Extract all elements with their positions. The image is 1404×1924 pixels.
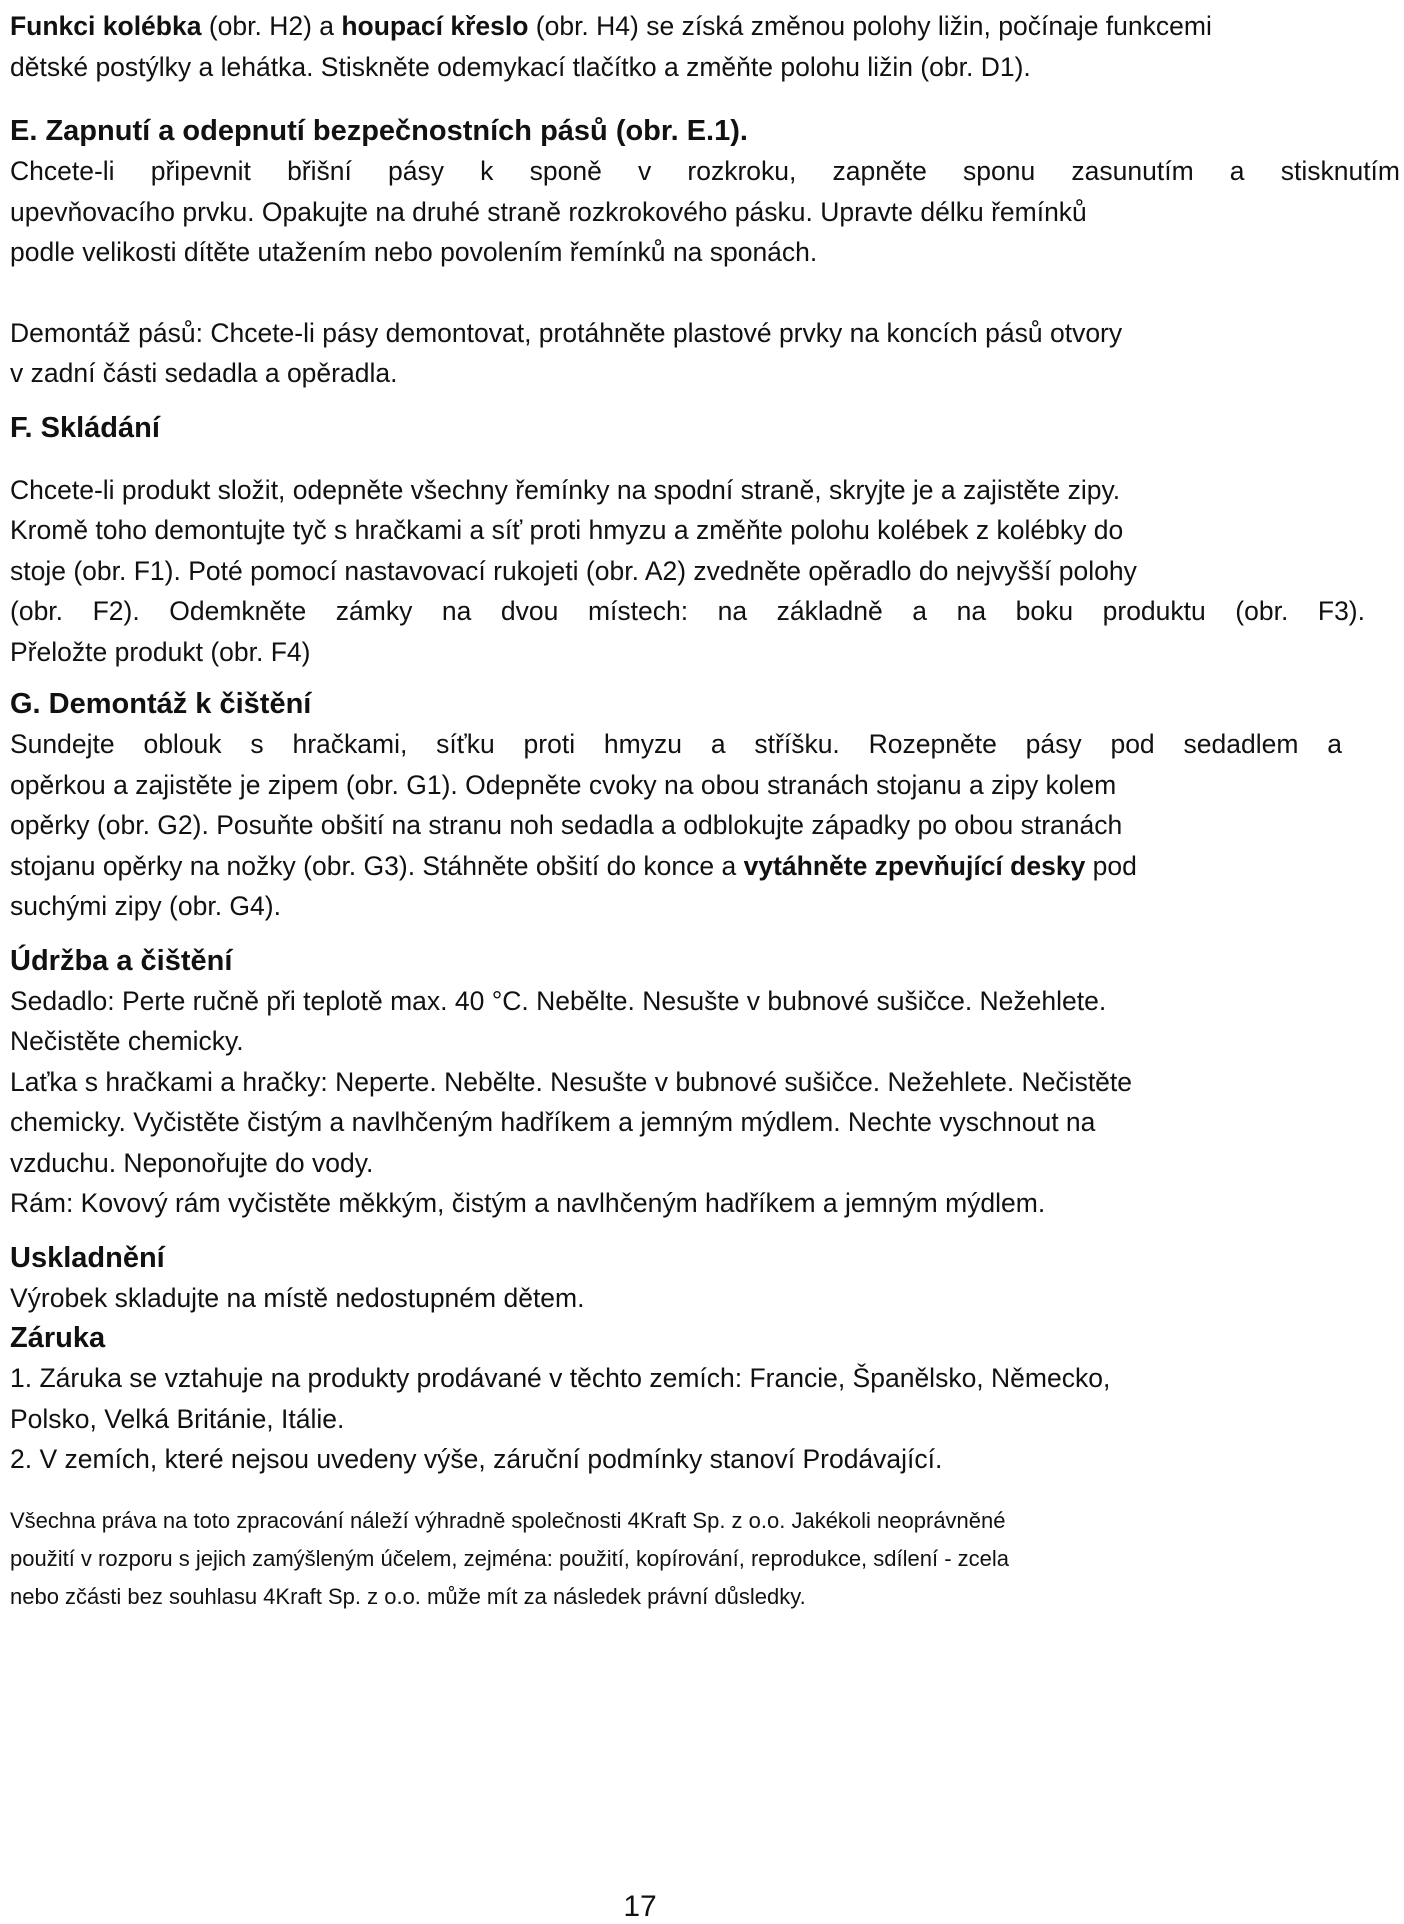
section-e-line-3: podle velikosti dítěte utažením nebo povolením řemínků na sponách. bbox=[10, 237, 818, 267]
maintenance-heading: Údržba a čištění bbox=[10, 944, 233, 977]
belt-removal-paragraph bbox=[10, 313, 1400, 394]
warranty-paragraph bbox=[10, 1358, 1400, 1480]
section-e-heading: E. Zapnutí a odepnutí bezpečnostních pásů (obr. E.1). bbox=[10, 115, 748, 147]
section-g-line-4-end: pod bbox=[1085, 850, 1137, 881]
maintenance-line-2: Nečistěte chemicky. bbox=[10, 1026, 244, 1056]
rights-notice bbox=[10, 1502, 1400, 1616]
maintenance-line-1: Sedadlo: Perte ručně při teplotě max. 40 °C. Nebělte. Nesušte v bubnové sušičce. Nežehlete. bbox=[10, 985, 1107, 1016]
maintenance-line-3: Laťka s hračkami a hračky: Neperte. Nebělte. Nesušte v bubnové sušičce. Nežehlete. Nečistěte bbox=[10, 1066, 1133, 1097]
section-g-paragraph bbox=[10, 724, 1342, 927]
warranty-line-1: 1. Záruka se vztahuje na produkty prodávané v těchto zemích: Francie, Španělsko, Německo, bbox=[10, 1363, 1111, 1393]
intro-bold-cradle: Funkci kolébka bbox=[10, 11, 202, 41]
section-g-line-2: opěrkou a zajistěte je zipem (obr. G1). Odepněte cvoky na obou stranách stojanu a zipy kolem bbox=[10, 769, 1117, 800]
section-g-heading: G. Demontáž k čištění bbox=[10, 688, 312, 720]
section-f-line-2: Kromě toho demontujte tyč s hračkami a síť proti hmyzu a změňte polohu kolébek z kolébky do bbox=[10, 515, 1124, 545]
section-e-line-2: upevňovacího prvku. Opakujte na druhé straně rozkrokového pásku. Upravte délku řemínků bbox=[10, 196, 1087, 227]
section-f-line-3: stoje (obr. F1). Poté pomocí nastavovací rukojeti (obr. A2) zvedněte opěradlo do nejvyšší polohy bbox=[10, 555, 1137, 586]
section-f-line-5: Přeložte produkt (obr. F4) bbox=[10, 636, 311, 667]
section-f-paragraph bbox=[10, 470, 1365, 673]
rights-line-3: nebo zčásti bez souhlasu 4Kraft Sp. z o.o. může mít za následek právní důsledky. bbox=[10, 1583, 806, 1609]
page-number: 17 bbox=[623, 1890, 657, 1923]
warranty-line-2: Polsko, Velká Británie, Itálie. bbox=[10, 1403, 345, 1434]
section-e-paragraph bbox=[10, 151, 1400, 273]
section-g-line-4-text: stojanu opěrky na nožky (obr. G3). Stáhněte obšití do konce a bbox=[10, 850, 744, 881]
intro-text-2: (obr. H4) se získá změnou polohy ližin, počínaje funkcemi dětské postýlky a lehátka. Stiskněte odemykací tlačítko a změňte polohu ližin (obr. D1). bbox=[10, 11, 1212, 82]
maintenance-line-6: Rám: Kovový rám vyčistěte měkkým, čistým a navlhčeným hadříkem a jemným mýdlem. bbox=[10, 1188, 1046, 1218]
section-g-bold-boards: vytáhněte zpevňující desky bbox=[743, 850, 1086, 881]
section-g-line-4 bbox=[10, 846, 1342, 887]
belt-removal-line-2: v zadní části sedadla a opěradla. bbox=[10, 358, 398, 388]
maintenance-line-4: chemicky. Vyčistěte čistým a navlhčeným hadříkem a jemným mýdlem. Nechte vyschnout na bbox=[10, 1107, 1096, 1137]
intro-paragraph bbox=[10, 6, 1270, 87]
rights-line-2: použití v rozporu s jejich zamýšleným účelem, zejména: použití, kopírování, reprodukce, sdílení - zcela bbox=[10, 1545, 1010, 1571]
storage-paragraph: Výrobek skladujte na místě nedostupném dětem. bbox=[10, 1282, 585, 1313]
storage-heading: Uskladnění bbox=[10, 1241, 165, 1274]
rights-line-1: Všechna práva na toto zpracování náleží výhradně společnosti 4Kraft Sp. z o.o. Jakékoli neoprávněné bbox=[10, 1507, 1006, 1533]
section-f-heading: F. Skládání bbox=[10, 411, 160, 444]
section-g-line-1: Sundejte oblouk s hračkami, síťku proti hmyzu a stříšku. Rozepněte pásy pod sedadlem a bbox=[10, 729, 1342, 759]
maintenance-line-5: vzduchu. Neponořujte do vody. bbox=[10, 1147, 374, 1178]
maintenance-paragraph bbox=[10, 981, 1400, 1224]
warranty-line-3: 2. V zemích, které nejsou uvedeny výše, záruční podmínky stanoví Prodávající. bbox=[10, 1444, 943, 1474]
intro-bold-rocking-chair: houpací křeslo bbox=[341, 11, 529, 41]
section-g-line-5: suchými zipy (obr. G4). bbox=[10, 891, 281, 921]
warranty-heading: Záruka bbox=[10, 1322, 106, 1354]
section-f-line-4: (obr. F2). Odemkněte zámky na dvou místech: na základně a na boku produktu (obr. F3). bbox=[10, 596, 1365, 626]
belt-removal-line-1: Demontáž pásů: Chcete-li pásy demontovat, protáhněte plastové prvky na koncích pásů otvory bbox=[10, 317, 1123, 348]
section-f-line-1: Chcete-li produkt složit, odepněte všechny řemínky na spodní straně, skryjte je a zajistěte zipy. bbox=[10, 474, 1121, 505]
document-page bbox=[10, 6, 1400, 1616]
intro-text-1: (obr. H2) a bbox=[201, 11, 342, 41]
section-g-line-3: opěrky (obr. G2). Posuňte obšití na stranu noh sedadla a odblokujte západky po obou stranách bbox=[10, 810, 1123, 840]
section-e-line-1: Chcete-li připevnit břišní pásy k sponě v rozkroku, zapněte sponu zasunutím a stisknutím bbox=[10, 156, 1400, 186]
